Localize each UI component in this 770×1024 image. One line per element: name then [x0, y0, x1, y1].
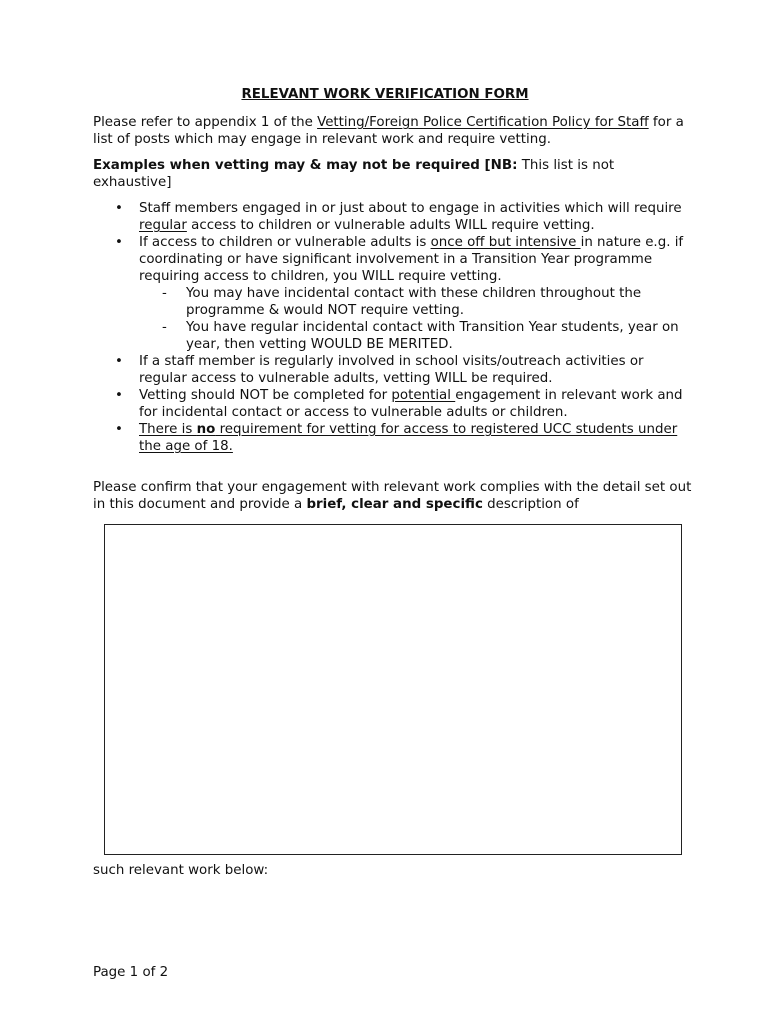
sub-list-item: - You may have incidental contact with these children throughout the programme & would NOT require vetting. [139, 285, 693, 319]
policy-link[interactable]: Vetting/Foreign Police Certification Policy for Staff [317, 115, 649, 130]
examples-list [93, 200, 693, 455]
list-item: • If a staff member is regularly involved in school visits/outreach activities or regular access to vulnerable adults, vetting WILL be required. [93, 353, 693, 387]
list-item: • There is no requirement for vetting for access to registered UCC students under the age of 18. [93, 421, 693, 455]
underlined-term: regular [139, 218, 187, 233]
intro-text-end: for a list of posts which may engage in relevant work and require vetting. [93, 115, 684, 147]
sub-list-item: - You have regular incidental contact with Transition Year students, year on year, then vetting WOULD BE MERITED. [139, 319, 693, 353]
description-text-box[interactable] [104, 524, 682, 855]
underlined-term: once off but intensive [430, 235, 581, 250]
intro-text-start: Please refer to appendix 1 of the [93, 115, 318, 130]
confirm-emphasis: brief, clear and specific [306, 497, 483, 512]
underlined-term: potential [391, 388, 456, 403]
examples-heading-note: This list is not exhaustive] [93, 158, 615, 190]
intro-paragraph [93, 114, 693, 148]
examples-heading [93, 157, 693, 191]
after-box-text: such relevant work below: [93, 863, 269, 878]
emphasis-no: no [196, 422, 216, 437]
list-item: • If access to children or vulnerable adults is once off but intensive in nature e.g. if coordinating or have significant involvement in a Transition Year programme requiring access to children, you WILL require vetting. - You may have incidental contact with these children throughout the programme & would NOT require vetting. - You have regular incidental contact with Transition Year students, year on year, then vetting WOULD BE MERITED. [93, 234, 693, 353]
examples-heading-bold: Examples when vetting may & may not be required [NB: [93, 158, 518, 173]
form-title: RELEVANT WORK VERIFICATION FORM [241, 87, 529, 102]
page-number: Page 1 of 2 [93, 965, 169, 980]
list-item: • Vetting should NOT be completed for potential engagement in relevant work and for incidental contact or access to vulnerable adults or children. [93, 387, 693, 421]
confirm-paragraph: Please confirm that your engagement with relevant work complies with the detail set out in this document and provide a brief, clear and specific description of [93, 480, 692, 512]
list-item: • Staff members engaged in or just about to engage in activities which will require regular access to children or vulnerable adults WILL require vetting. [93, 200, 693, 234]
sub-list [139, 285, 693, 353]
